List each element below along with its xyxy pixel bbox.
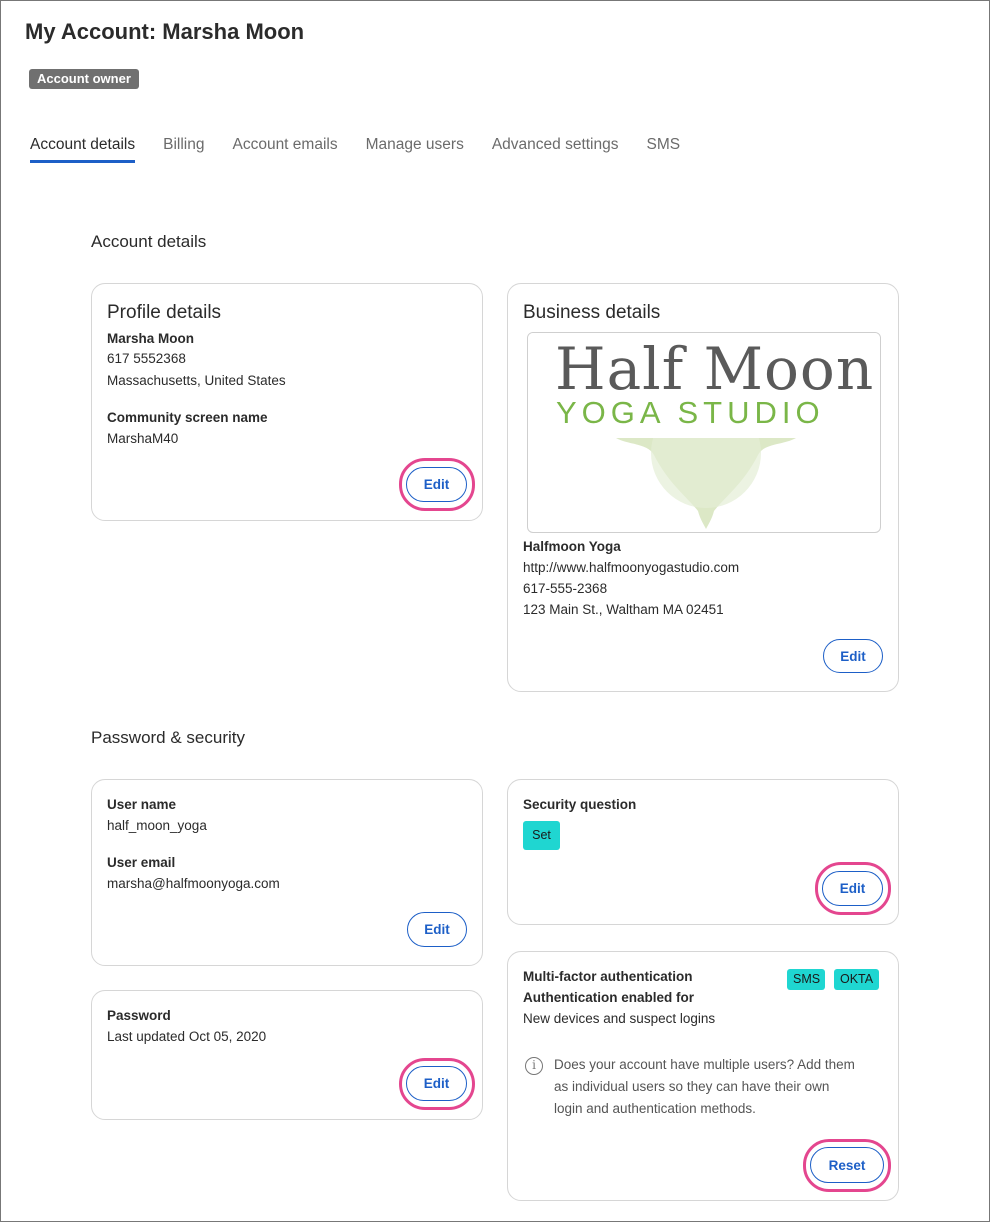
section-title-account-details: Account details [91,232,207,251]
password-label: Password [107,1008,171,1023]
profile-edit-button[interactable]: Edit [406,467,467,502]
screen-name-label: Community screen name [107,410,268,425]
mfa-tag-okta: OKTA [834,969,879,990]
business-website: http://www.halfmoonyogastudio.com [523,560,740,575]
security-question-label: Security question [523,797,637,812]
password-edit-button[interactable]: Edit [406,1066,467,1101]
tab-bar [30,136,708,163]
user-email-value: marsha@halfmoonyoga.com [107,876,280,891]
tab-account-details[interactable]: Account details [30,136,135,163]
tab-account-emails[interactable]: Account emails [232,136,338,153]
business-name: Halfmoon Yoga [523,539,621,554]
business-address: 123 Main St., Waltham MA 02451 [523,602,724,617]
profile-location: Massachusetts, United States [107,373,286,388]
security-question-edit-button[interactable]: Edit [822,871,883,906]
info-icon: i [525,1057,543,1075]
username-label: User name [107,797,177,812]
logo-wordmark: Half Moon [555,335,875,403]
business-edit-button[interactable]: Edit [823,639,883,673]
profile-details-title: Profile details [107,302,222,323]
mfa-enabled-for-label: Authentication enabled for [523,990,695,1005]
mfa-tag-sms: SMS [787,969,825,990]
user-email-label: User email [107,855,176,870]
tab-sms[interactable]: SMS [646,136,681,153]
screen-name-value: MarshaM40 [107,431,179,446]
tab-billing[interactable]: Billing [163,136,205,153]
section-title-password-security: Password & security [91,728,245,747]
logo-subtitle: YOGA STUDIO [556,395,825,430]
user-credentials-edit-button[interactable]: Edit [407,912,467,947]
business-logo [527,332,881,533]
password-updated: Last updated Oct 05, 2020 [107,1029,267,1044]
security-question-status-badge: Set [523,821,560,850]
mfa-title: Multi-factor authentication [523,969,693,984]
profile-phone: 617 5552368 [107,351,186,366]
account-owner-badge: Account owner [29,69,139,89]
mfa-info-line-3: login and authentication methods. [554,1101,756,1116]
business-phone: 617-555-2368 [523,581,608,596]
business-details-title: Business details [523,302,661,323]
mfa-enabled-for-value: New devices and suspect logins [523,1011,716,1026]
page-title: My Account: Marsha Moon [25,19,305,44]
username-value: half_moon_yoga [107,818,207,833]
tab-advanced-settings[interactable]: Advanced settings [491,136,619,153]
profile-name: Marsha Moon [107,331,195,346]
tab-manage-users[interactable]: Manage users [365,136,464,153]
mfa-reset-button[interactable]: Reset [810,1147,884,1183]
mfa-info-line-1: Does your account have multiple users? Add them [554,1057,855,1072]
business-details-card [507,283,899,692]
mfa-info-line-2: as individual users so they can have their own [554,1079,830,1094]
